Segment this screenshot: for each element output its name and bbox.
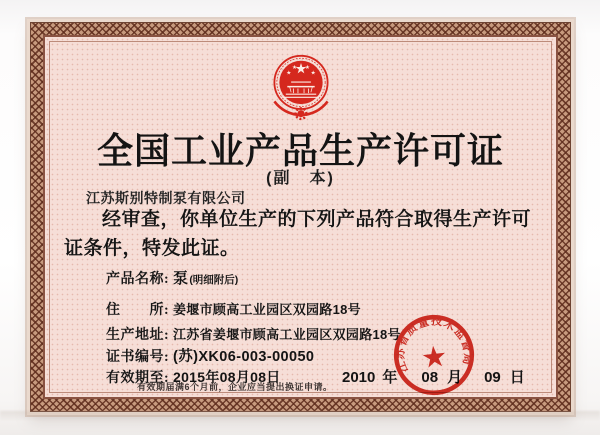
scan-bottom-shadow — [0, 411, 600, 421]
field-label: 住 所: — [106, 303, 170, 318]
svg-text:★: ★ — [310, 70, 316, 77]
field-label: 有效期至: — [106, 371, 170, 386]
certificate-content — [45, 37, 556, 397]
body-paragraph: 经审查，你单位生产的下列产品符合取得生产许可证条件，特发此证。 — [64, 209, 532, 259]
issue-month: 08 — [421, 369, 439, 386]
field-value-note: (明细附后) — [189, 274, 239, 286]
certificate-paper — [43, 35, 558, 399]
field-label: 生产地址: — [106, 328, 170, 343]
certificate — [30, 22, 571, 412]
certificate-subtitle: (副 本) — [266, 170, 335, 187]
field-row-certificate-number — [106, 345, 314, 366]
official-seal-icon — [388, 309, 480, 401]
svg-text:★: ★ — [291, 64, 297, 71]
field-value: 江苏省姜堰市顾高工业园区双园路18号 — [173, 327, 401, 342]
issue-day: 09 — [484, 369, 501, 386]
svg-text:★: ★ — [285, 70, 291, 77]
field-value: 姜堰市顾高工业园区双园路18号 — [173, 302, 361, 317]
field-row-production-address — [106, 324, 401, 344]
issue-year: 2010 — [342, 369, 376, 386]
prc-national-emblem-icon — [263, 49, 339, 125]
field-label: 产品名称: — [106, 272, 170, 287]
company-name: 江苏斯别特制泵有限公司 — [86, 190, 246, 206]
field-row-product-name — [106, 267, 238, 288]
svg-text:★: ★ — [304, 64, 310, 71]
field-row-residence — [106, 299, 361, 319]
emblem-gear — [297, 110, 304, 117]
issue-month-unit: 月 — [447, 369, 463, 386]
seal-star-icon — [422, 345, 446, 368]
certificate-title: 全国工业产品生产许可证 — [96, 130, 504, 171]
field-value: 泵 — [173, 270, 189, 287]
seal-text: 江苏省质量技术监督局 — [394, 315, 474, 375]
field-label: 证书编号: — [106, 350, 170, 365]
field-value: 2015年08月08日 — [173, 369, 281, 385]
issue-day-unit: 日 — [509, 369, 525, 386]
issue-year-unit: 年 — [382, 369, 398, 386]
footer-note: 有效期届满6个月前，企业应当提出换证申请。 — [137, 382, 333, 392]
field-value: (苏)XK06-003-00050 — [173, 349, 315, 365]
